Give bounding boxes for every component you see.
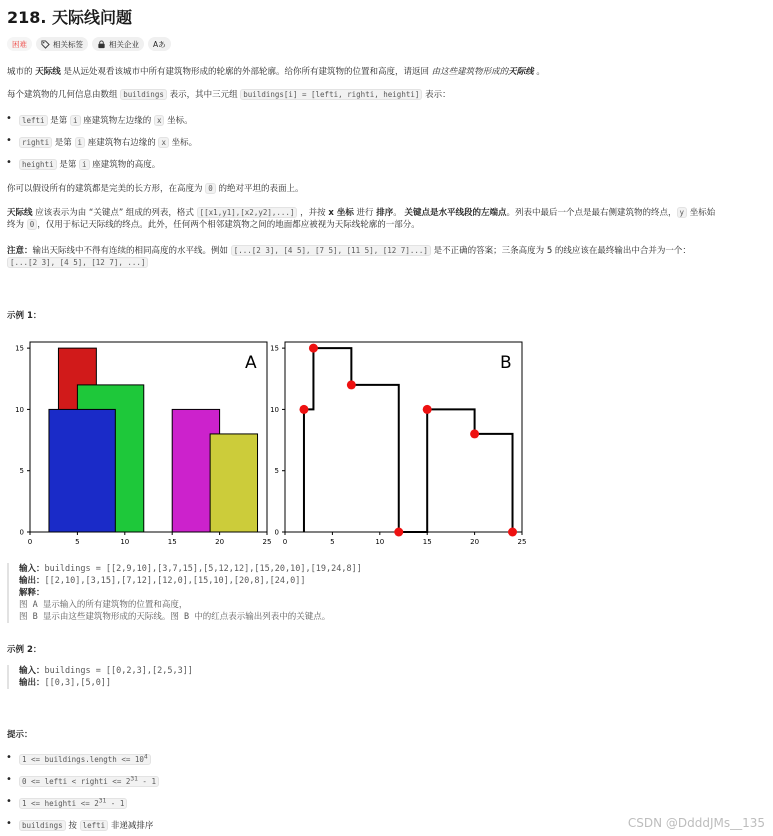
example-1-input: buildings = [[2,9,10],[3,7,15],[5,12,12],[15,20,10],[19,24,8]] (44, 564, 362, 574)
y-tick-label: 5 (274, 467, 279, 476)
related-companies-label: 相关企业 (109, 39, 139, 49)
x-tick-label: 10 (375, 538, 385, 546)
note-paragraph: 注意：输出天际线中不得有连续的相同高度的水平线。例如 [...[2 3], [4 5], [7 5], [11 5], [12 7]...] 是不正确的答案；三条高度为 5 的线应该在最终输出中合并为一个： [...[2 3], [4 5], [12 7], ...] (7, 246, 691, 267)
example-1-explain-2: 图 B 显示由这些建筑物形成的天际线。图 B 中的红点表示输出列表中的关键点。 (19, 612, 331, 622)
chart-b (270, 342, 526, 546)
x-tick-label: 10 (120, 538, 130, 546)
difficulty-badge[interactable] (7, 37, 32, 51)
example-2-heading: 示例 2： (7, 645, 42, 655)
lock-icon (97, 40, 106, 49)
description-paragraph-2: 每个建筑物的几何信息由数组 buildings 表示，其中三元组 buildings[i] = [lefti, righti, heighti] 表示： (7, 90, 451, 100)
related-tags-button[interactable] (36, 37, 88, 51)
related-companies-button[interactable] (92, 37, 144, 51)
y-tick-label: 0 (274, 528, 279, 537)
key-point (423, 405, 432, 414)
plot-frame (285, 342, 522, 532)
description-paragraph-1: 城市的 天际线 是从远处观看该城市中所有建筑物形成的轮廓的外部轮廓。给你所有建筑物的位置和高度，请返回 由这些建筑物形成的天际线 。 (7, 67, 545, 77)
key-point (347, 380, 356, 389)
panel-label: B (500, 353, 512, 373)
building-bar (210, 434, 257, 532)
list-item: • righti 是第 i 座建筑物右边缘的 x 坐标。 (7, 136, 197, 148)
panel-label: A (245, 353, 257, 373)
list-item: • heighti 是第 i 座建筑物的高度。 (7, 158, 160, 170)
related-tags-label: 相关标签 (53, 39, 83, 49)
description-paragraph-4: 天际线 应该表示为由 “关键点” 组成的列表，格式 [[x1,y1],[x2,y2],...] ，并按 x 坐标 进行 排序。 关键点是水平线段的左端点。列表中最后一个点是最右侧建筑物的终点， y 坐标始 终为 0 ，仅用于标记天际线的终点。此外，任何两个相邻建筑物之间的地面都应被视为天际线轮廓的一部分。 (7, 208, 716, 230)
constraint-item: • 0 <= lefti < righti <= $2^{31} - 1$ (7, 775, 159, 787)
y-tick-label: 10 (15, 405, 24, 414)
building-bar (49, 409, 115, 532)
tag-icon (41, 40, 50, 49)
key-point (508, 528, 517, 537)
x-tick-label: 15 (167, 538, 177, 546)
constraints-heading: 提示： (7, 730, 33, 740)
key-point (394, 528, 403, 537)
x-tick-label: 20 (215, 538, 225, 546)
y-tick-label: 5 (19, 467, 24, 476)
example-2-output: [[0,3],[5,0]] (44, 678, 112, 688)
example-2-block: 输入：buildings = [[0,2,3],[2,5,3]] 输出：[[0,3],[5,0]] (7, 665, 193, 689)
font-size-button[interactable] (148, 37, 171, 51)
tag-bar (7, 37, 171, 51)
x-tick-label: 15 (422, 538, 432, 546)
x-tick-label: 5 (330, 538, 335, 546)
x-tick-label: 0 (27, 538, 33, 546)
y-tick-label: 10 (270, 405, 279, 414)
example-2-input: buildings = [[0,2,3],[2,5,3]] (44, 666, 193, 676)
constraint-item: • buildings 按 lefti 非递减排序 (7, 819, 153, 831)
example-1-figure (8, 332, 548, 552)
x-tick-label: 25 (262, 538, 272, 546)
constraint-item: • 1 <= buildings.length <= $10^4$ (7, 753, 151, 765)
key-point (470, 429, 479, 438)
example-1-output: [[2,10],[3,15],[7,12],[12,0],[15,10],[20,8],[24,0]] (44, 576, 306, 586)
page-title: 218. 天际线问题 (7, 8, 133, 27)
y-tick-label: 15 (15, 344, 24, 353)
example-1-heading: 示例 1： (7, 311, 42, 321)
x-tick-label: 20 (470, 538, 480, 546)
key-point (309, 344, 318, 353)
constraint-item: • 1 <= heighti <= $2^{31} - 1$ (7, 797, 127, 809)
y-tick-label: 15 (270, 344, 279, 353)
example-1-block: 输入：buildings = [[2,9,10],[3,7,15],[5,12,12],[15,20,10],[19,24,8]] 输出：[[2,10],[3,15],[7,12],[12,0],[15,10],[20,8],[24,0]] 解释： 图 A 显示输入的所有建筑物的位置和高度， 图 B 显示由这些建筑物形成的天际线。图 B 中的红点表示输出列表中的关键点。 (7, 563, 362, 623)
x-tick-label: 5 (75, 538, 80, 546)
chart-a (15, 342, 271, 546)
description-paragraph-3: 你可以假设所有的建筑都是完美的长方形，在高度为 0 的绝对平坦的表面上。 (7, 184, 304, 194)
watermark: CSDN @DdddJMs__135 (627, 816, 765, 830)
difficulty-label: 困难 (12, 39, 27, 49)
key-point (299, 405, 308, 414)
x-tick-label: 0 (282, 538, 288, 546)
font-size-icon: Aあ (153, 39, 166, 49)
example-1-explain-1: 图 A 显示输入的所有建筑物的位置和高度， (19, 600, 188, 610)
list-item: • lefti 是第 i 座建筑物左边缘的 x 坐标。 (7, 114, 193, 126)
x-tick-label: 25 (517, 538, 527, 546)
y-tick-label: 0 (19, 528, 24, 537)
